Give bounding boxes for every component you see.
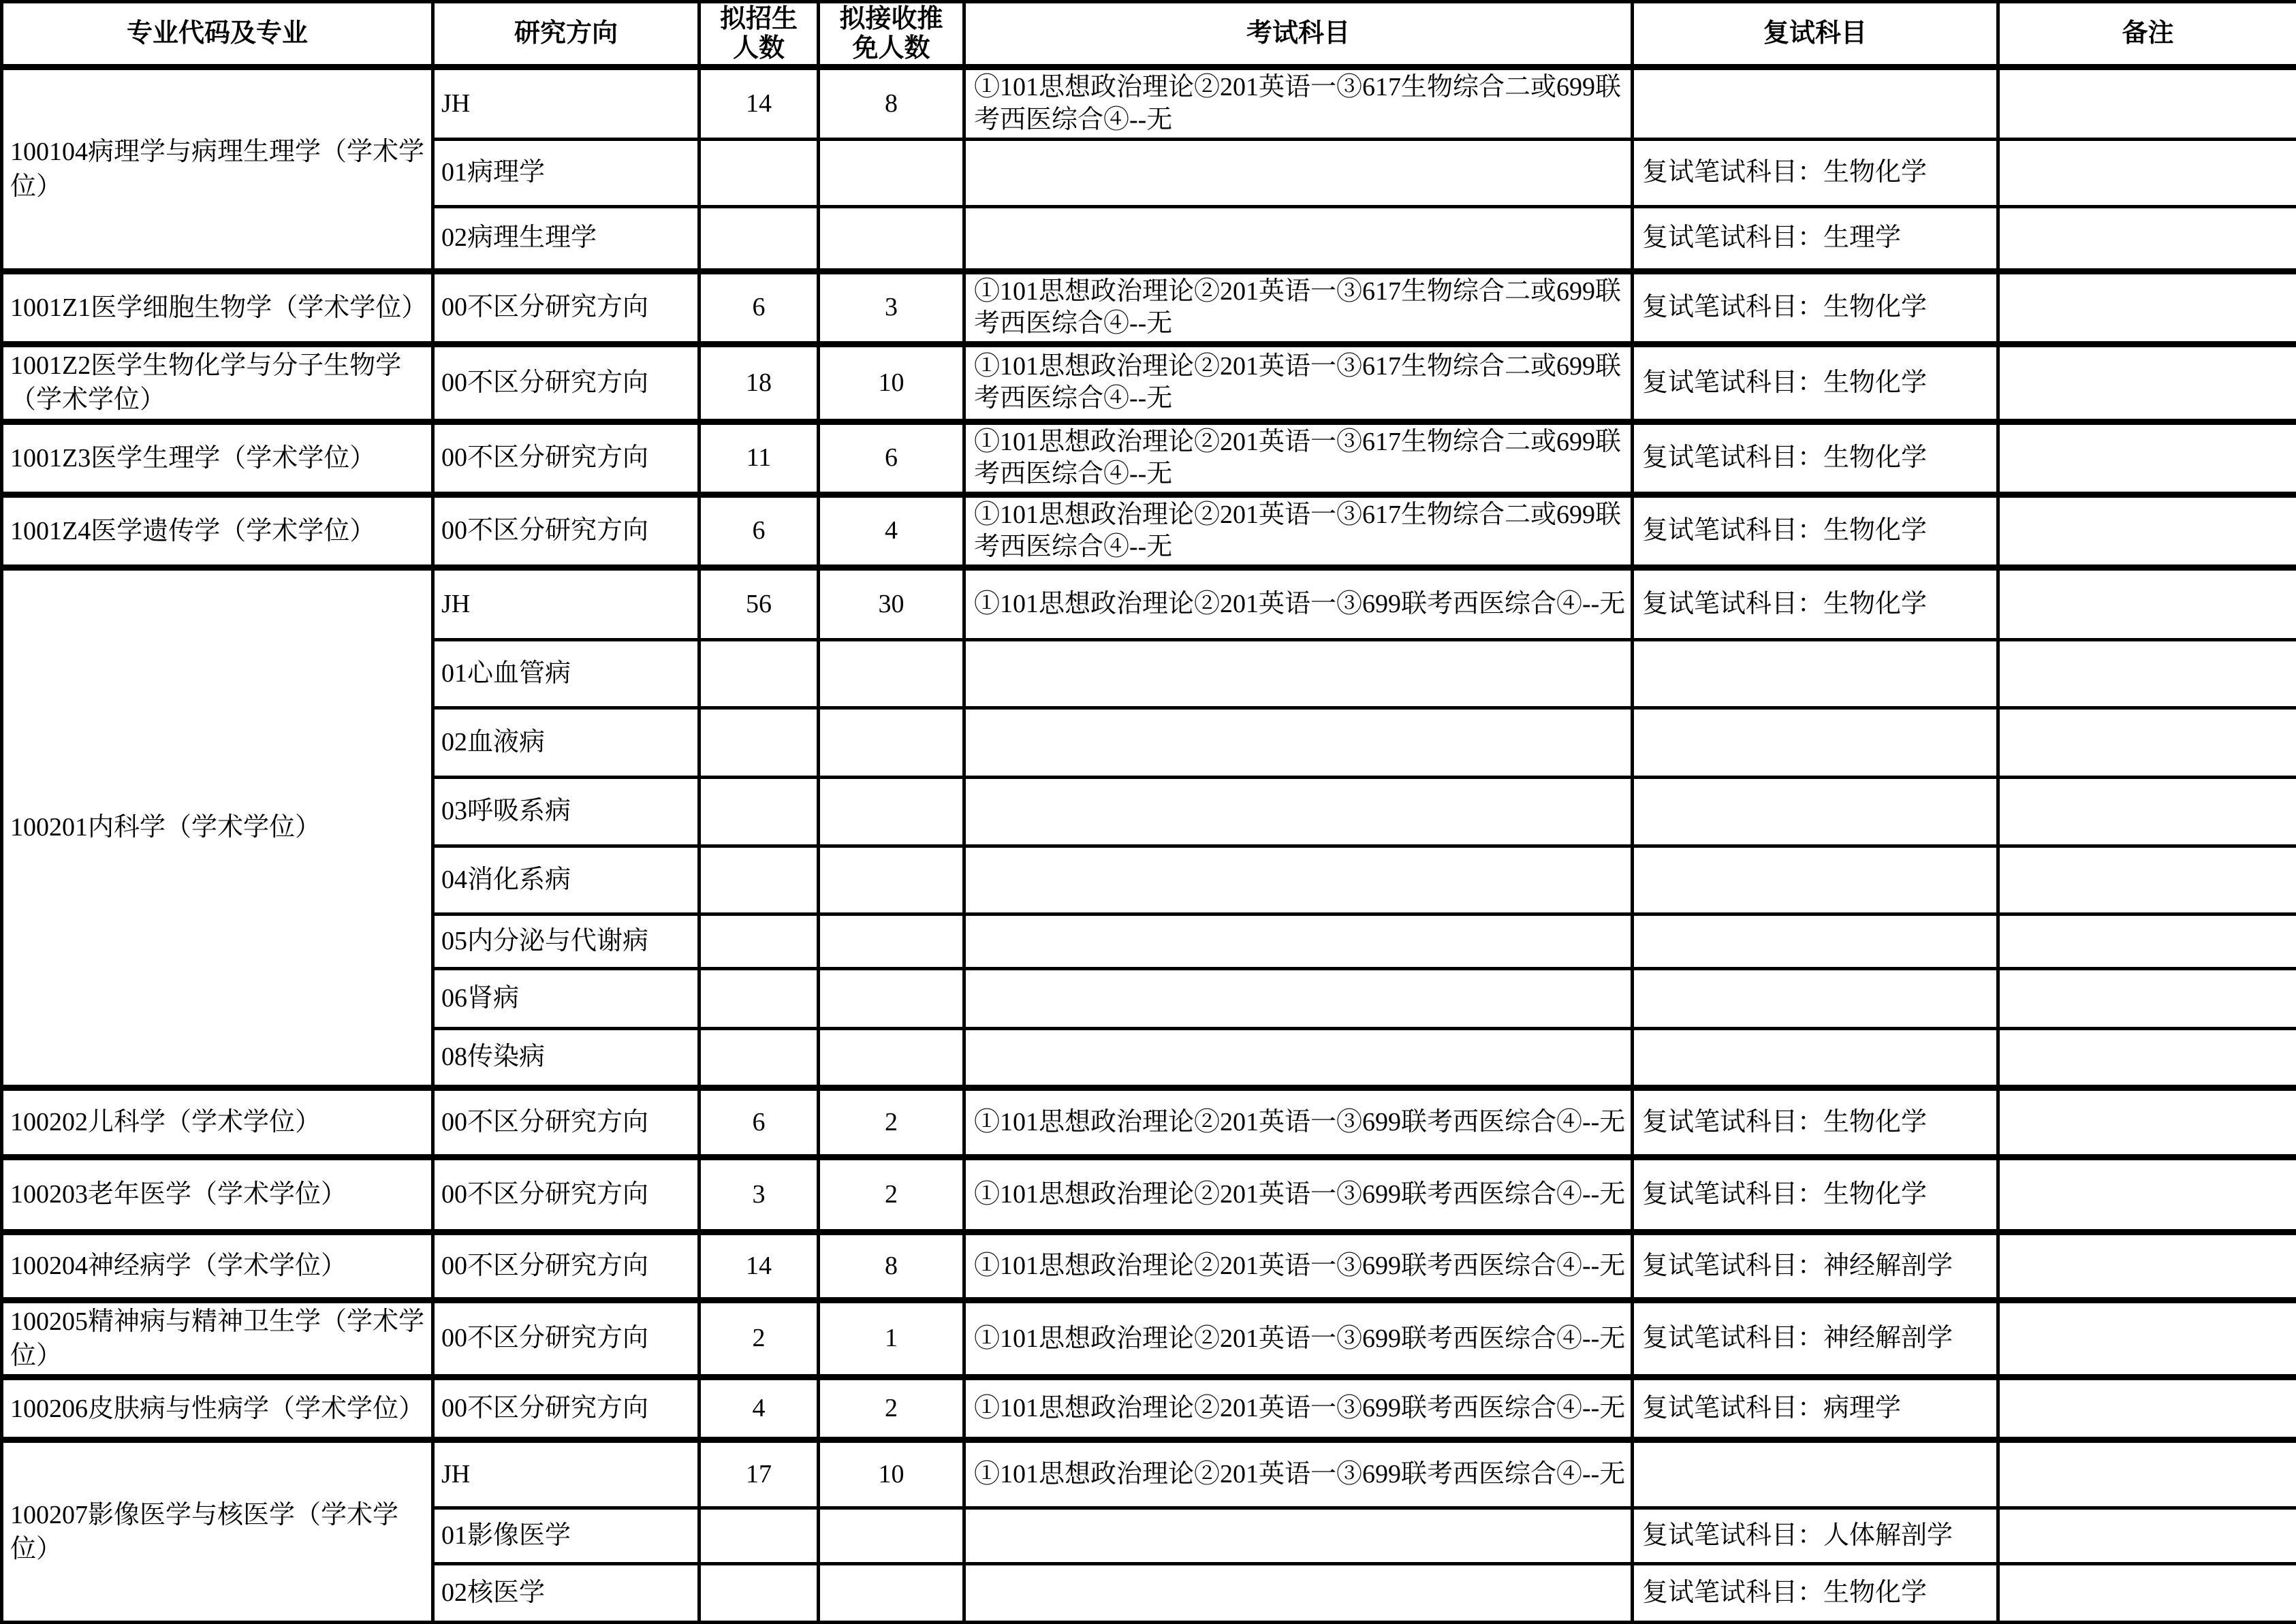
major-cell: 1001Z1医学细胞生物学（学术学位） — [2, 272, 433, 345]
exempt-cell: 2 — [819, 1158, 964, 1232]
enroll-cell — [699, 778, 819, 846]
direction-cell: JH — [433, 67, 699, 140]
exempt-cell: 10 — [819, 1440, 964, 1508]
exempt-cell — [819, 846, 964, 914]
enroll-cell — [699, 914, 819, 969]
major-cell: 100205精神病与精神卫生学（学术学位） — [2, 1301, 433, 1378]
enroll-cell — [699, 640, 819, 708]
major-cell: 1001Z2医学生物化学与分子生物学（学术学位） — [2, 345, 433, 421]
enroll-cell — [699, 1564, 819, 1623]
retest-cell: 复试笔试科目：生物化学 — [1633, 345, 1998, 421]
direction-cell: 00不区分研究方向 — [433, 421, 699, 494]
direction-cell: 00不区分研究方向 — [433, 494, 699, 567]
exam-cell: ①101思想政治理论②201英语一③617生物综合二或699联考西医综合④--无 — [964, 494, 1633, 567]
remark-cell — [1998, 272, 2296, 345]
direction-cell: 00不区分研究方向 — [433, 1378, 699, 1440]
major-cell: 100206皮肤病与性病学（学术学位） — [2, 1378, 433, 1440]
header-row — [2, 2, 2296, 67]
direction-cell: 00不区分研究方向 — [433, 345, 699, 421]
exam-cell — [964, 778, 1633, 846]
remark-cell — [1998, 846, 2296, 914]
enroll-cell — [699, 1508, 819, 1564]
direction-cell: 02病理生理学 — [433, 207, 699, 272]
exempt-cell: 4 — [819, 494, 964, 567]
retest-cell: 复试笔试科目：生物化学 — [1633, 1564, 1998, 1623]
direction-cell: 01影像医学 — [433, 1508, 699, 1564]
remark-cell — [1998, 969, 2296, 1029]
retest-cell — [1633, 1029, 1998, 1088]
header-exam: 考试科目 — [964, 2, 1633, 67]
exam-cell: ①101思想政治理论②201英语一③699联考西医综合④--无 — [964, 1440, 1633, 1508]
major-cell: 100207影像医学与核医学（学术学位） — [2, 1440, 433, 1623]
direction-cell: 03呼吸系病 — [433, 778, 699, 846]
remark-cell — [1998, 914, 2296, 969]
table-row — [2, 345, 2296, 421]
exempt-cell: 10 — [819, 345, 964, 421]
remark-cell — [1998, 568, 2296, 640]
direction-cell: 00不区分研究方向 — [433, 272, 699, 345]
table-row — [2, 568, 2296, 640]
exam-cell — [964, 207, 1633, 272]
exam-cell: ①101思想政治理论②201英语一③699联考西医综合④--无 — [964, 1378, 1633, 1440]
direction-cell: 00不区分研究方向 — [433, 1158, 699, 1232]
table-row — [2, 1232, 2296, 1301]
direction-cell: 02核医学 — [433, 1564, 699, 1623]
exam-cell: ①101思想政治理论②201英语一③699联考西医综合④--无 — [964, 1158, 1633, 1232]
remark-cell — [1998, 1508, 2296, 1564]
exam-cell — [964, 640, 1633, 708]
table-row — [2, 494, 2296, 567]
table-row — [2, 1440, 2296, 1508]
enroll-cell: 3 — [699, 1158, 819, 1232]
direction-cell: JH — [433, 1440, 699, 1508]
exempt-cell — [819, 969, 964, 1029]
exam-cell — [964, 969, 1633, 1029]
exam-cell — [964, 914, 1633, 969]
enroll-cell: 6 — [699, 494, 819, 567]
exam-cell: ①101思想政治理论②201英语一③699联考西医综合④--无 — [964, 1301, 1633, 1378]
direction-cell: 00不区分研究方向 — [433, 1301, 699, 1378]
exempt-cell: 1 — [819, 1301, 964, 1378]
remark-cell — [1998, 421, 2296, 494]
major-cell: 1001Z4医学遗传学（学术学位） — [2, 494, 433, 567]
direction-cell: 02血液病 — [433, 708, 699, 778]
direction-cell: 00不区分研究方向 — [433, 1088, 699, 1158]
exam-cell — [964, 1564, 1633, 1623]
exam-cell — [964, 1029, 1633, 1088]
exempt-cell: 8 — [819, 67, 964, 140]
retest-cell: 复试笔试科目：生物化学 — [1633, 494, 1998, 567]
exempt-cell — [819, 1508, 964, 1564]
enroll-cell: 18 — [699, 345, 819, 421]
remark-cell — [1998, 640, 2296, 708]
enroll-cell — [699, 846, 819, 914]
remark-cell — [1998, 1232, 2296, 1301]
retest-cell: 复试笔试科目：生物化学 — [1633, 1088, 1998, 1158]
exempt-cell — [819, 914, 964, 969]
enroll-cell — [699, 140, 819, 207]
retest-cell: 复试笔试科目：生物化学 — [1633, 568, 1998, 640]
table-row — [2, 1158, 2296, 1232]
remark-cell — [1998, 708, 2296, 778]
major-cell: 100204神经病学（学术学位） — [2, 1232, 433, 1301]
exempt-cell: 2 — [819, 1088, 964, 1158]
direction-cell: JH — [433, 568, 699, 640]
retest-cell — [1633, 67, 1998, 140]
major-cell: 100202儿科学（学术学位） — [2, 1088, 433, 1158]
exempt-cell — [819, 640, 964, 708]
table-row — [2, 1088, 2296, 1158]
table-row — [2, 1301, 2296, 1378]
enroll-cell: 56 — [699, 568, 819, 640]
enroll-cell: 14 — [699, 1232, 819, 1301]
enroll-cell: 17 — [699, 1440, 819, 1508]
retest-cell — [1633, 640, 1998, 708]
retest-cell: 复试笔试科目：病理学 — [1633, 1378, 1998, 1440]
retest-cell — [1633, 708, 1998, 778]
header-retest: 复试科目 — [1633, 2, 1998, 67]
retest-cell: 复试笔试科目：生物化学 — [1633, 140, 1998, 207]
exempt-cell — [819, 1564, 964, 1623]
exempt-cell — [819, 1029, 964, 1088]
direction-cell: 05内分泌与代谢病 — [433, 914, 699, 969]
enroll-cell: 11 — [699, 421, 819, 494]
table-row — [2, 67, 2296, 140]
enroll-cell — [699, 207, 819, 272]
major-cell: 100203老年医学（学术学位） — [2, 1158, 433, 1232]
exam-cell: ①101思想政治理论②201英语一③617生物综合二或699联考西医综合④--无 — [964, 67, 1633, 140]
exam-cell: ①101思想政治理论②201英语一③617生物综合二或699联考西医综合④--无 — [964, 345, 1633, 421]
exam-cell — [964, 140, 1633, 207]
remark-cell — [1998, 1088, 2296, 1158]
direction-cell: 04消化系病 — [433, 846, 699, 914]
remark-cell — [1998, 140, 2296, 207]
retest-cell — [1633, 1440, 1998, 1508]
table-row — [2, 272, 2296, 345]
remark-cell — [1998, 1440, 2296, 1508]
enroll-cell — [699, 969, 819, 1029]
remark-cell — [1998, 1158, 2296, 1232]
exempt-cell — [819, 708, 964, 778]
enroll-cell: 14 — [699, 67, 819, 140]
enroll-cell — [699, 708, 819, 778]
header-direction: 研究方向 — [433, 2, 699, 67]
major-cell: 100201内科学（学术学位） — [2, 568, 433, 1088]
remark-cell — [1998, 1378, 2296, 1440]
direction-cell: 08传染病 — [433, 1029, 699, 1088]
enroll-cell: 6 — [699, 1088, 819, 1158]
direction-cell: 01心血管病 — [433, 640, 699, 708]
remark-cell — [1998, 1564, 2296, 1623]
retest-cell: 复试笔试科目：生物化学 — [1633, 272, 1998, 345]
remark-cell — [1998, 778, 2296, 846]
enroll-cell — [699, 1029, 819, 1088]
retest-cell: 复试笔试科目：生理学 — [1633, 207, 1998, 272]
enroll-cell: 6 — [699, 272, 819, 345]
enroll-cell: 2 — [699, 1301, 819, 1378]
exam-cell: ①101思想政治理论②201英语一③699联考西医综合④--无 — [964, 1232, 1633, 1301]
remark-cell — [1998, 1301, 2296, 1378]
retest-cell: 复试笔试科目：生物化学 — [1633, 421, 1998, 494]
exam-cell: ①101思想政治理论②201英语一③617生物综合二或699联考西医综合④--无 — [964, 272, 1633, 345]
exempt-cell: 3 — [819, 272, 964, 345]
remark-cell — [1998, 207, 2296, 272]
exempt-cell: 30 — [819, 568, 964, 640]
direction-cell: 01病理学 — [433, 140, 699, 207]
retest-cell: 复试笔试科目：人体解剖学 — [1633, 1508, 1998, 1564]
exam-cell: ①101思想政治理论②201英语一③699联考西医综合④--无 — [964, 1088, 1633, 1158]
major-cell: 1001Z3医学生理学（学术学位） — [2, 421, 433, 494]
remark-cell — [1998, 494, 2296, 567]
remark-cell — [1998, 67, 2296, 140]
direction-cell: 00不区分研究方向 — [433, 1232, 699, 1301]
exam-cell — [964, 846, 1633, 914]
exempt-cell: 8 — [819, 1232, 964, 1301]
header-remark: 备注 — [1998, 2, 2296, 67]
exempt-cell — [819, 207, 964, 272]
remark-cell — [1998, 1029, 2296, 1088]
retest-cell: 复试笔试科目：神经解剖学 — [1633, 1301, 1998, 1378]
retest-cell — [1633, 778, 1998, 846]
retest-cell — [1633, 969, 1998, 1029]
direction-cell: 06肾病 — [433, 969, 699, 1029]
exam-cell — [964, 708, 1633, 778]
major-cell: 100104病理学与病理生理学（学术学位） — [2, 67, 433, 272]
enroll-cell: 4 — [699, 1378, 819, 1440]
header-major: 专业代码及专业 — [2, 2, 433, 67]
table-row — [2, 421, 2296, 494]
exempt-cell: 2 — [819, 1378, 964, 1440]
exam-cell — [964, 1508, 1633, 1564]
retest-cell: 复试笔试科目：神经解剖学 — [1633, 1232, 1998, 1301]
remark-cell — [1998, 345, 2296, 421]
exempt-cell — [819, 140, 964, 207]
table-row — [2, 1378, 2296, 1440]
retest-cell — [1633, 846, 1998, 914]
exam-cell: ①101思想政治理论②201英语一③617生物综合二或699联考西医综合④--无 — [964, 421, 1633, 494]
exempt-cell — [819, 778, 964, 846]
header-enroll: 拟招生人数 — [699, 2, 819, 67]
retest-cell — [1633, 914, 1998, 969]
exam-cell: ①101思想政治理论②201英语一③699联考西医综合④--无 — [964, 568, 1633, 640]
retest-cell: 复试笔试科目：生物化学 — [1633, 1158, 1998, 1232]
header-exempt: 拟接收推免人数 — [819, 2, 964, 67]
exempt-cell: 6 — [819, 421, 964, 494]
